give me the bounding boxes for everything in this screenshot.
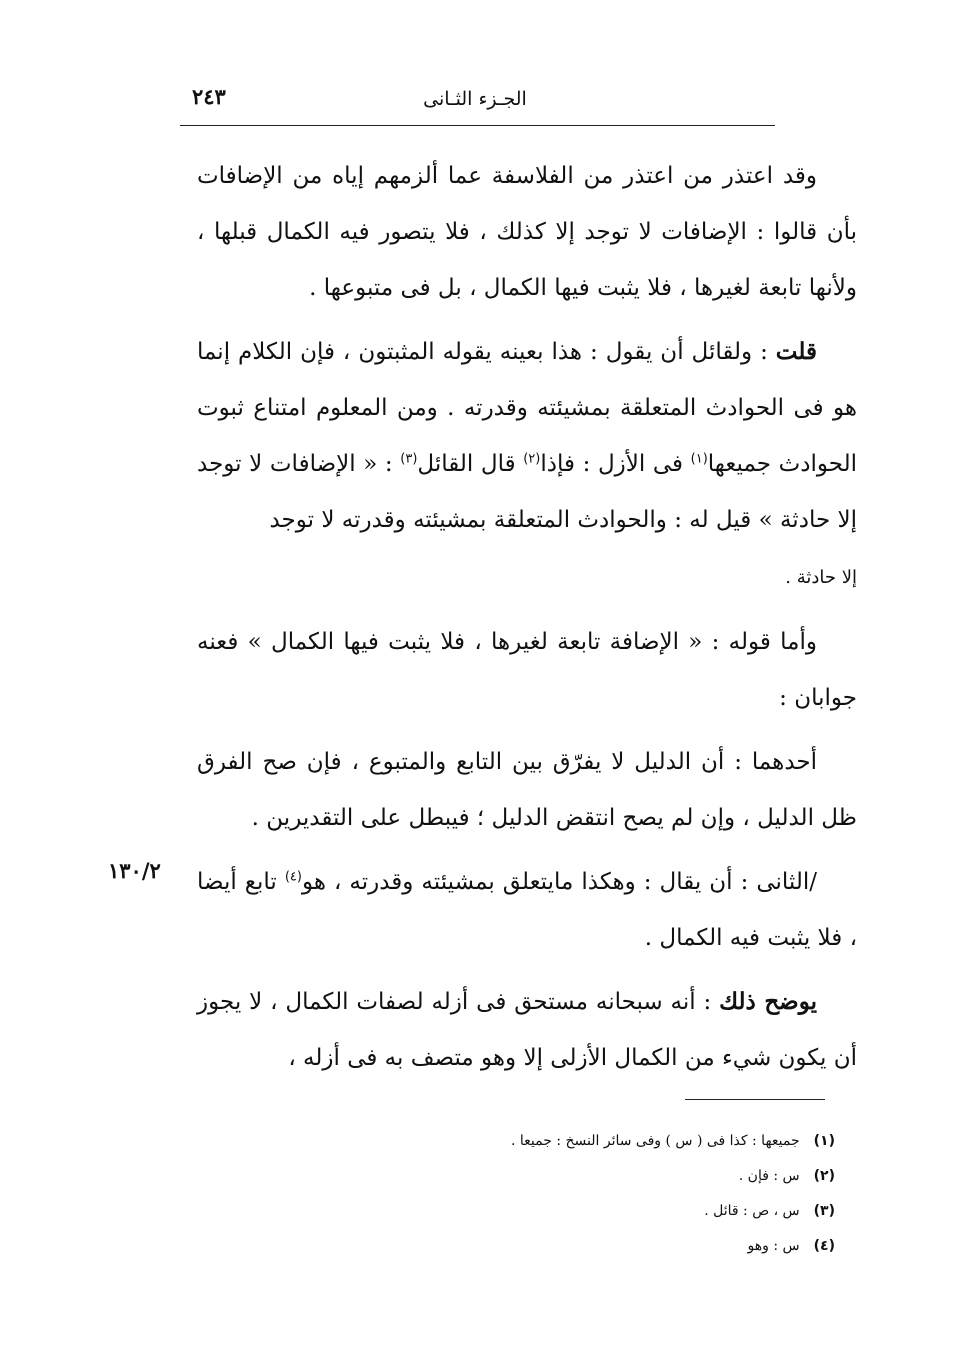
footnote-1-number: (١) [813, 1133, 835, 1149]
footnote-ref-2[interactable]: (٢) [523, 451, 541, 467]
footnote-ref-3[interactable]: (٣) [400, 451, 418, 467]
paragraph-2-lead: قلت [775, 338, 817, 365]
paragraph-2-text-c: قال القائل [417, 451, 524, 477]
header-rule [180, 125, 775, 126]
paragraph-5 [197, 854, 857, 966]
paragraph-6-text: : أنه سبحانه مستحق فى أزله لصفات الكمال ، لا يجوز أن يكون شيء من الكمال الأزلى إلا وهو متصف به فى أزله ، [197, 989, 857, 1071]
paragraph-1: وقد اعتذر من اعتذر من الفلاسفة عما ألزمهم إياه من الإضافات بأن قالوا : الإضافات لا توجد إلا كذلك ، فلا يتصور فيه الكمال قبلها ، ولأنها تابعة لغيرها ، فلا يثبت فيها الكمال ، بل فى متبوعها . [197, 163, 857, 301]
paragraph-2-text-d: : « الإضافات لا توجد إلا حادثة » قيل له : والحوادث المتعلقة بمشيئته وقدرته لا توجد [197, 451, 857, 533]
footnotes [315, 1124, 835, 1264]
paragraph-2 [197, 324, 857, 606]
footnote-3-text: س ، ص : قائل . [704, 1203, 800, 1219]
paragraph-5-text-b: تابع أيضا ، فلا يثبت فيه الكمال . [197, 869, 857, 951]
footnote-2-text: س : فإن . [738, 1168, 800, 1184]
paragraph-6 [197, 974, 857, 1086]
paragraph-2-last-line: إلا حادثة . [785, 567, 857, 588]
footnote-2 [315, 1159, 835, 1194]
part-title: الجـزء الثـانى [423, 88, 527, 110]
footnote-ref-4[interactable]: (٤) [284, 869, 302, 885]
paragraph-6-lead: يوضح ذلك [719, 988, 817, 1015]
main-text [197, 148, 857, 1094]
footnote-4-number: (٤) [813, 1238, 835, 1254]
page-number: ٢٤٣ [192, 84, 226, 109]
footnote-2-number: (٢) [813, 1168, 835, 1184]
footnote-ref-1[interactable]: (١) [690, 451, 708, 467]
footnote-1-text: جميعها : كذا فى ( س ) وفى سائر النسخ : جميعا . [510, 1133, 800, 1149]
running-header [180, 82, 775, 122]
paragraph-5-text-a: /الثانى : أن يقال : وهكذا مايتعلق بمشيئته وقدرته ، هو [301, 869, 817, 895]
footnote-3 [315, 1194, 835, 1229]
paragraph-3: وأما قوله : « الإضافة تابعة لغيرها ، فلا يثبت فيها الكمال » فعنه جوابان : [197, 629, 857, 711]
paragraph-2-text-b: فى الأزل : فإذا [540, 451, 691, 477]
margin-page-reference: ١٣٠/٢ [108, 858, 161, 883]
footnote-3-number: (٣) [813, 1203, 835, 1219]
paragraph-4: أحدهما : أن الدليل لا يفرّق بين التابع والمتبوع ، فإن صح الفرق ظل الدليل ، وإن لم يصح انتقض الدليل ؛ فيبطل على التقديرين . [197, 749, 857, 831]
footnote-1 [315, 1124, 835, 1159]
footnote-4 [315, 1229, 835, 1264]
footnote-rule [685, 1099, 825, 1100]
footnote-4-text: س : وهو [747, 1238, 800, 1254]
paragraph-2-text-a: : ولقائل أن يقول : هذا بعينه يقوله المثبتون ، فإن الكلام إنما هو فى الحوادث المتعلقة بمشيئته وقدرته . ومن المعلوم امتناع ثبوت الحوادث جميعها [197, 339, 857, 477]
